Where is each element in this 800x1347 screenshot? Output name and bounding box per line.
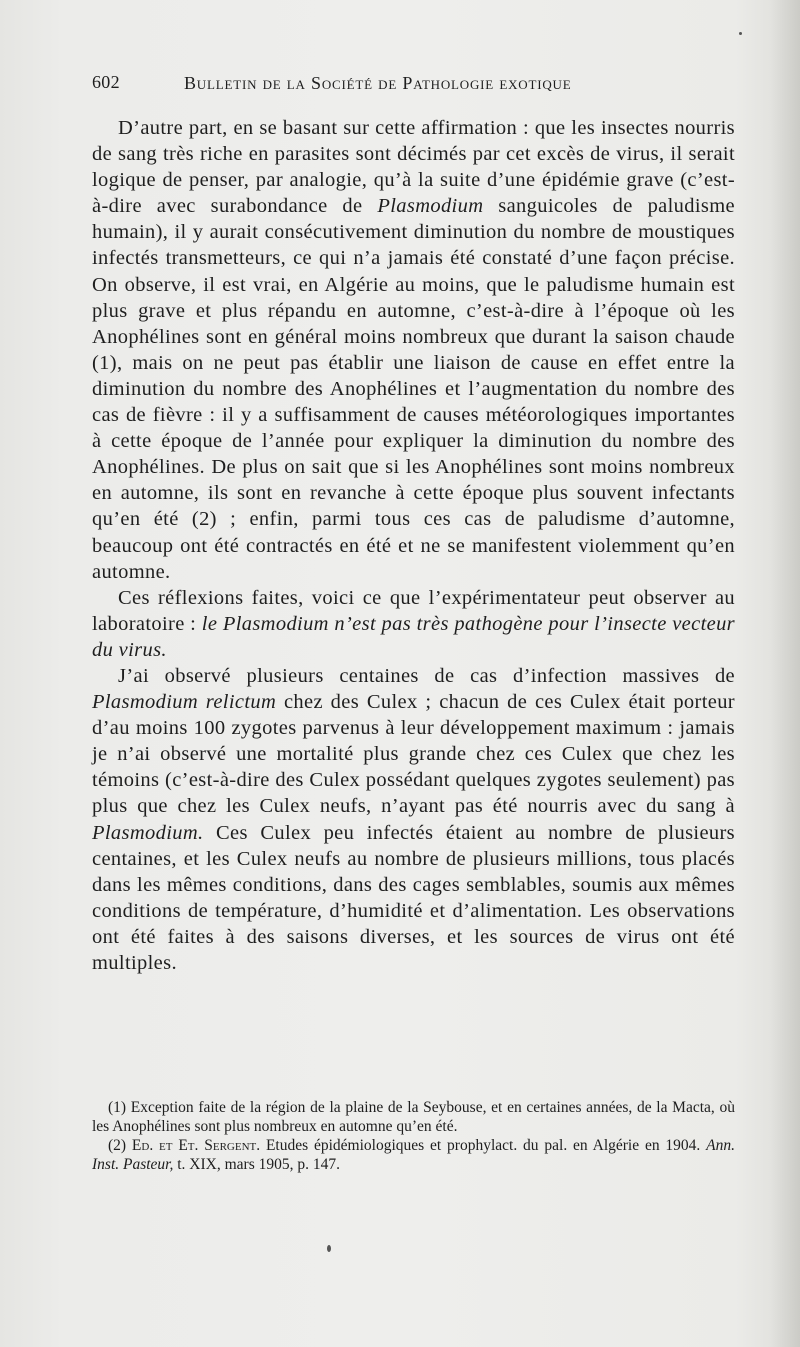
ink-speck: [739, 32, 742, 35]
paragraph-1-text-c: sanguicoles de paludisme humain), il y aurait consécutivement diminution du nombre de moustiques infectés transmetteurs, ce qui n’a jamais été constaté d’une façon précise. On observe, il est vrai, en Algérie au moins, que le paludisme humain est plus grave et plus répandu en automne, c’est-à-dire à l’époque où les Anophélines sont en général moins nombreux que durant la saison chaude (1), mais on ne peut pas établir une liaison de cause en effet entre la diminution du nombre des Anophélines et l’augmentation du nombre des cas de fièvre : il y a suffisamment de causes météorologiques importantes à cette époque de l’année pour expliquer la diminution du nombre des Anophélines. De plus on sait que si les Anophélines sont moins nombreux en automne, ils sont en revanche à cette époque plus souvent infectants qu’en été (2) ; enfin, parmi tous ces cas de paludisme d’automne, beaucoup ont été contractés en été et ne se manifestent violemment qu’en automne.: [92, 195, 735, 583]
page-edge-shadow: [770, 0, 800, 1347]
footnote-2-journal: Ann. Inst. Pasteur,: [92, 1137, 735, 1173]
paragraph-3-text-a: J’ai observé plusieurs centaines de cas d’infection massives de: [118, 664, 735, 687]
paragraph-2: [92, 585, 735, 663]
paragraph-1-text-a: D’autre part, en se basant sur cette affirmation : que les insectes nourris de sang très riche en parasites sont décimés par cet excès de virus, il serait logique de penser, par analogie, qu’à la suite d’une épidémie grave (c’est-à-dire avec surabondance de: [92, 117, 735, 218]
footnote-1: (1) Exception faite de la région de la plaine de la Seybouse, et en certaines années, de la Macta, où les Anophélines sont plus nombreux en automne qu’en été.: [92, 1099, 735, 1135]
ink-speck: [327, 1245, 331, 1252]
paragraph-3-text-e: Ces Culex peu infectés étaient au nombre de plusieurs centaines, et les Culex neufs au nombre de plusieurs millions, tous placés dans les mêmes conditions, dans des cages semblables, soumis aux mêmes conditions de température, d’humidité et d’alimentation. Les observations ont été faites à des saisons diverses, et les sources de virus ont été multiples.: [92, 821, 735, 974]
paragraph-3-italic-b: Plasmodium relictum: [92, 691, 277, 714]
paragraph-1-italic: Plasmodium: [377, 195, 484, 218]
running-header: [92, 72, 752, 100]
footnote-2-title: Etudes épidémiologiques et prophylact. du pal. en Algérie en 1904.: [260, 1137, 707, 1154]
paragraph-3-text-c: chez des Culex ; chacun de ces Culex était porteur d’au moins 100 zygotes parvenus à leur développement maximum : jamais je n’ai observé une mortalité plus grande chez ces Culex que chez les témoins (c’est-à-dire des Culex possédant quelques zygotes seulement) pas plus que chez les Culex neufs, n’ayant pas été nourris avec du sang à: [92, 691, 735, 818]
footnote-2-marker: (2): [108, 1137, 132, 1154]
footnotes: [92, 1098, 735, 1174]
footnote-2-citation: t. XIX, mars 1905, p. 147.: [173, 1156, 340, 1173]
body-text: [92, 115, 735, 976]
paragraph-2-text-a: Ces réflexions faites, voici ce que l’expérimentateur peut observer au laboratoire :: [92, 586, 735, 635]
page-number: 602: [92, 72, 120, 92]
paragraph-3-italic-d: Plasmodium.: [92, 821, 204, 844]
footnote-2-authors: Ed. et Et. Sergent.: [131, 1137, 261, 1154]
paragraph-2-italic: le Plasmodium n’est pas très pathogène pour l’insecte vecteur du virus.: [92, 612, 735, 661]
running-title: Bulletin de la Société de Pathologie exotique: [184, 73, 572, 93]
paragraph-1: [92, 115, 735, 585]
paragraph-3: [92, 663, 735, 976]
footnote-2: [92, 1136, 735, 1174]
